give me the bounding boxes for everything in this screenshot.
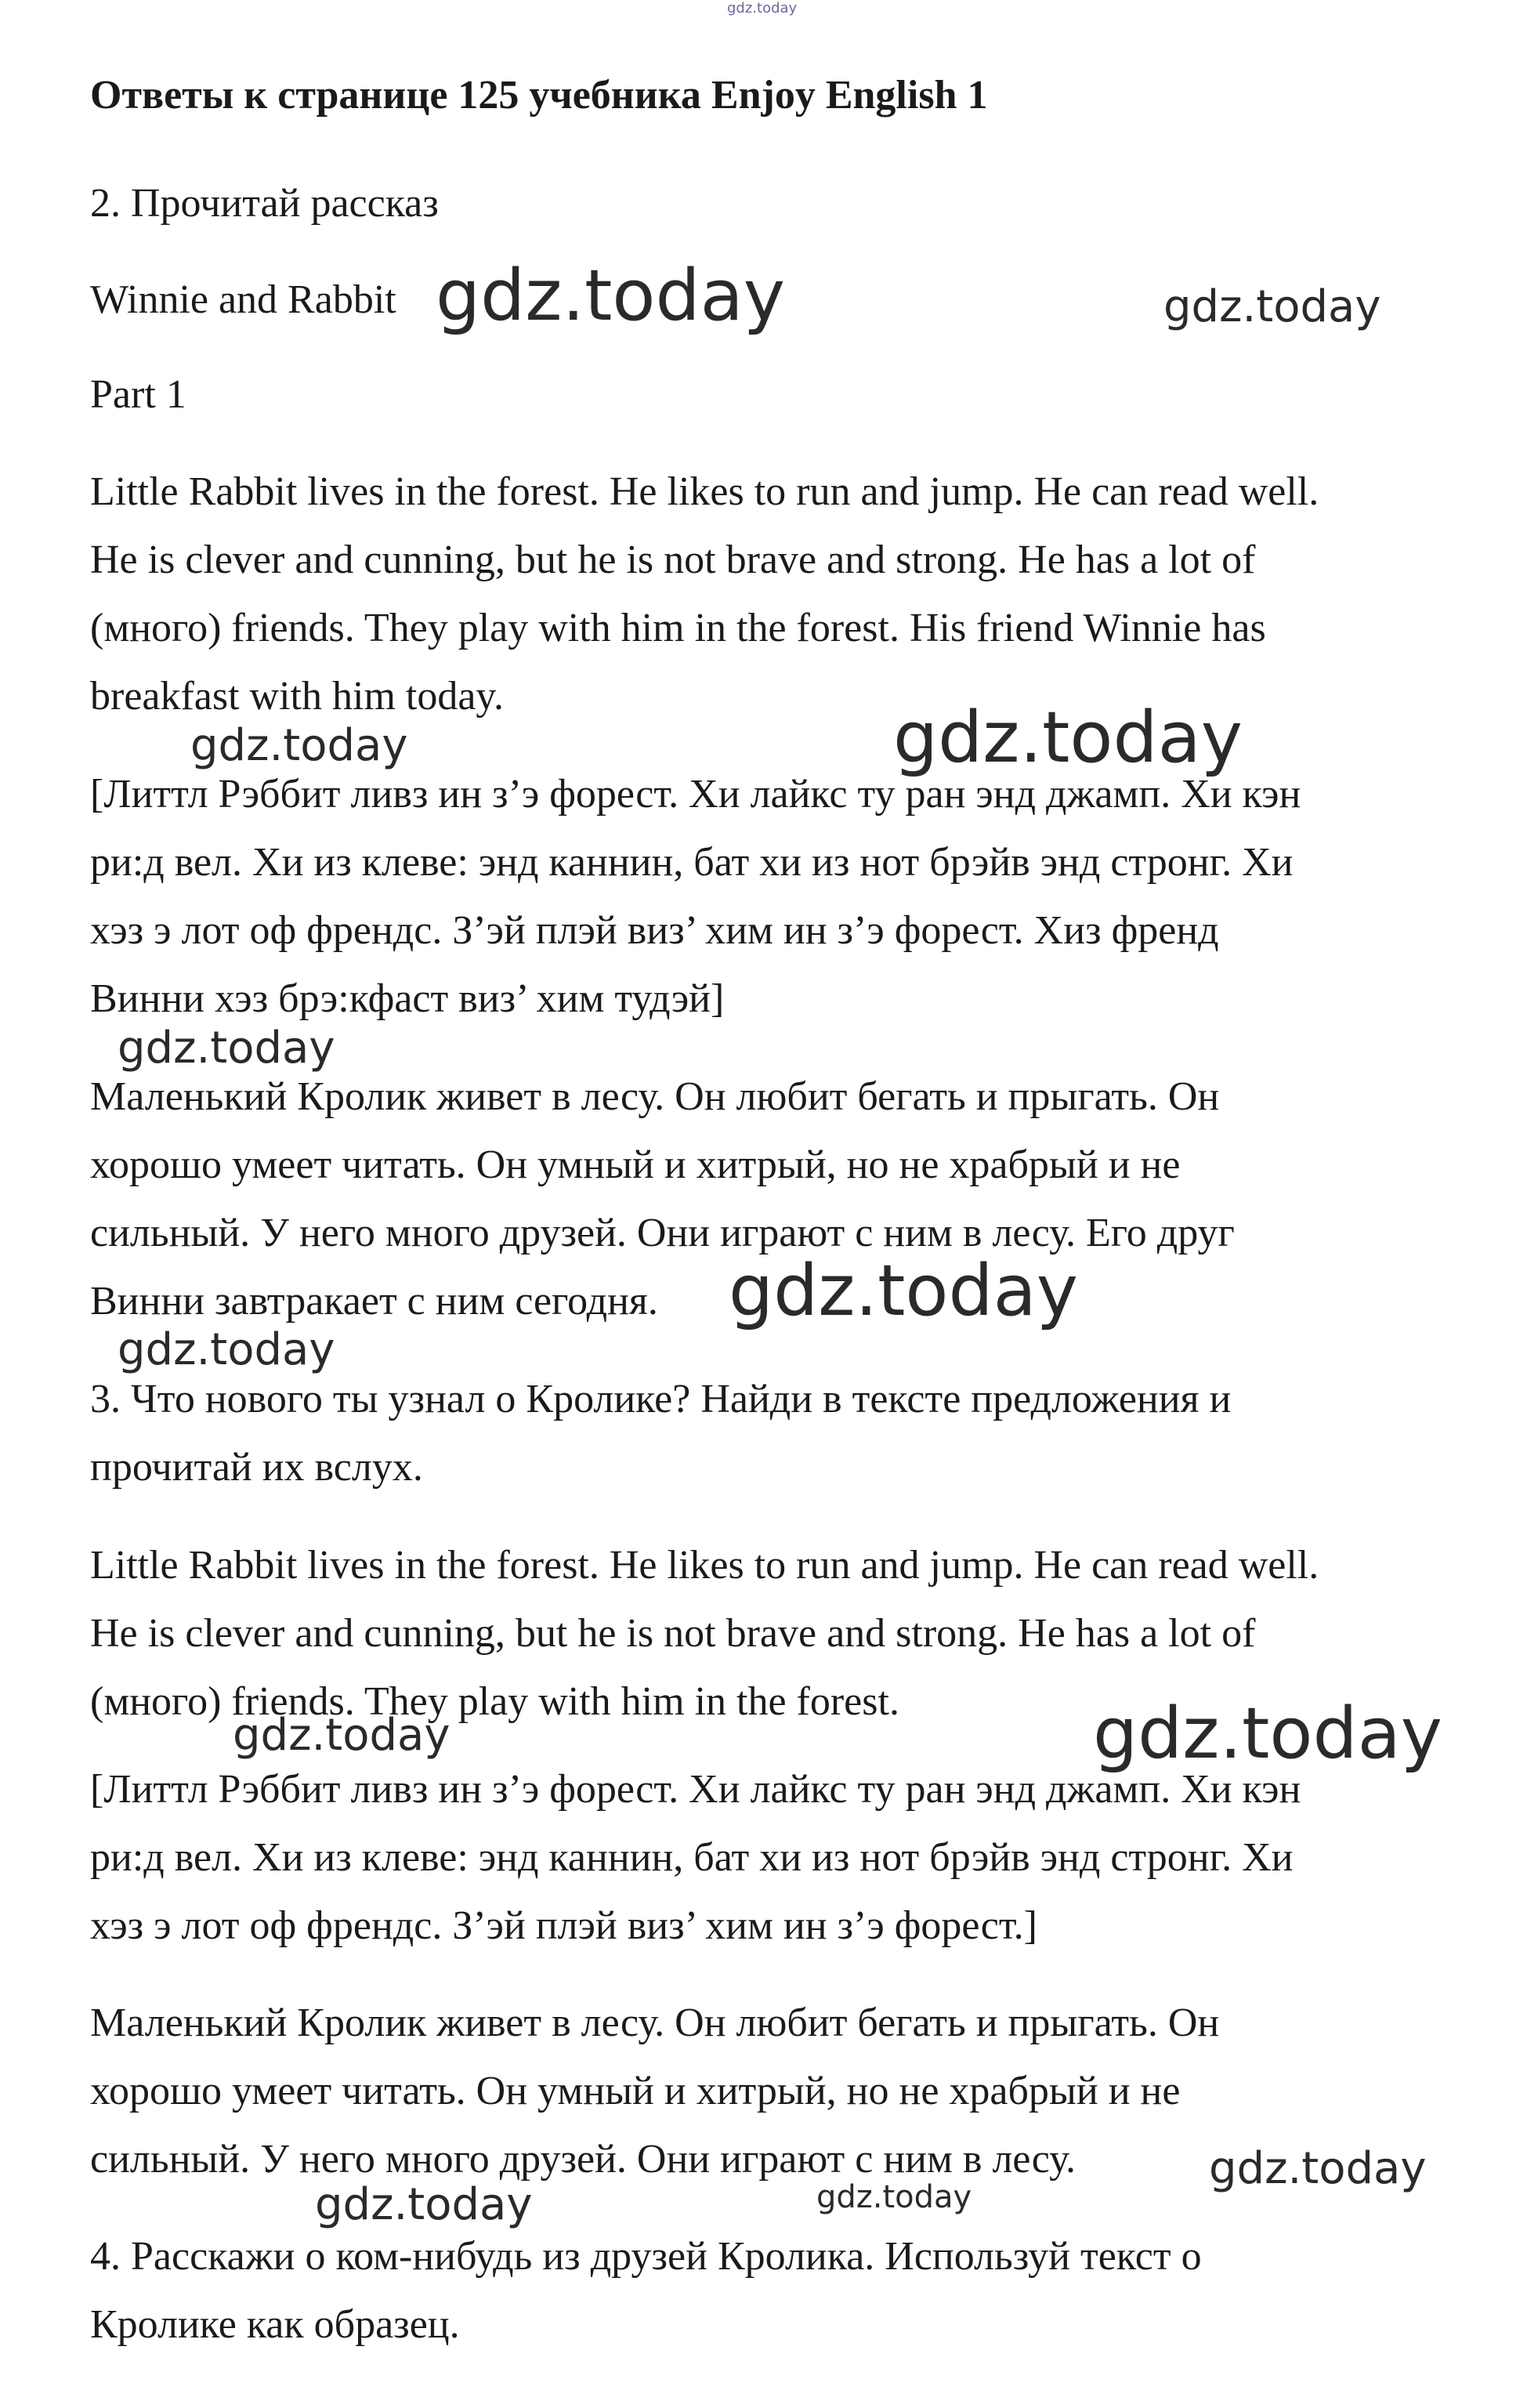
- watermark: gdz.today: [315, 2179, 533, 2230]
- task2-english-line: (много) friends. They play with him in the forest. His friend Winnie has: [90, 606, 1266, 650]
- task2-translation-line: Винни завтракает с ним сегодня.: [90, 1279, 658, 1323]
- task2-english-line: Little Rabbit lives in the forest. He likes to run and jump. He can read well.: [90, 469, 1319, 514]
- watermark: gdz.today: [729, 1250, 1079, 1332]
- watermark: gdz.today: [1093, 1693, 1443, 1775]
- task3-english-line: He is clever and cunning, but he is not brave and strong. He has a lot of: [90, 1611, 1256, 1656]
- watermark: gdz.today: [893, 697, 1243, 779]
- watermark: gdz.today: [1163, 281, 1381, 332]
- task2-transcription-line: Винни хэз брэ:кфаст виз’ хим тудэй]: [90, 976, 725, 1021]
- task3-english-line: Little Rabbit lives in the forest. He likes to run and jump. He can read well.: [90, 1543, 1319, 1588]
- task2-transcription-line: хэз э лот оф френдс. З’эй плэй виз’ хим ин з’э форест. Хиз френд: [90, 908, 1219, 953]
- task2-english-line: breakfast with him today.: [90, 674, 505, 719]
- page-title: Ответы к странице 125 учебника Enjoy English 1: [90, 73, 988, 118]
- story-title: Winnie and Rabbit: [90, 277, 396, 322]
- watermark: gdz.today: [816, 2179, 972, 2215]
- watermark: gdz.today: [190, 720, 408, 771]
- task4-heading-line: 4. Расскажи о ком-нибудь из друзей Кролика. Используй текст о: [90, 2234, 1202, 2279]
- task3-transcription-line: [Литтл Рэббит ливз ин з’э форест. Хи лайкс ту ран энд джамп. Хи кэн: [90, 1767, 1301, 1812]
- part-label: Part 1: [90, 372, 186, 417]
- watermark-top: gdz.today: [727, 0, 798, 16]
- task3-heading-line: прочитай их вслух.: [90, 1445, 423, 1490]
- task3-translation-line: сильный. У него много друзей. Они играют с ним в лесу.: [90, 2137, 1076, 2182]
- task3-transcription-line: ри:д вел. Хи из клеве: энд каннин, бат хи из нот брэйв энд стронг. Хи: [90, 1835, 1294, 1880]
- task3-translation-line: хорошо умеет читать. Он умный и хитрый, но не храбрый и не: [90, 2069, 1181, 2113]
- task2-translation-line: Маленький Кролик живет в лесу. Он любит бегать и прыгать. Он: [90, 1074, 1220, 1119]
- task2-heading: 2. Прочитай рассказ: [90, 181, 439, 226]
- task2-translation-line: хорошо умеет читать. Он умный и хитрый, но не храбрый и не: [90, 1142, 1181, 1187]
- task3-heading-line: 3. Что нового ты узнал о Кролике? Найди в тексте предложения и: [90, 1377, 1232, 1421]
- task3-translation-line: Маленький Кролик живет в лесу. Он любит бегать и прыгать. Он: [90, 2001, 1220, 2045]
- watermark: gdz.today: [118, 1023, 335, 1074]
- task3-english-line: (много) friends. They play with him in the forest.: [90, 1679, 899, 1724]
- task2-transcription-line: [Литтл Рэббит ливз ин з’э форест. Хи лайкс ту ран энд джамп. Хи кэн: [90, 772, 1301, 817]
- task2-transcription-line: ри:д вел. Хи из клеве: энд каннин, бат хи из нот брэйв энд стронг. Хи: [90, 840, 1294, 885]
- watermark: gdz.today: [233, 1710, 451, 1761]
- task2-english-line: He is clever and cunning, but he is not brave and strong. He has a lot of: [90, 538, 1256, 582]
- watermark: gdz.today: [118, 1324, 335, 1375]
- watermark: gdz.today: [436, 255, 786, 337]
- watermark: gdz.today: [1209, 2143, 1427, 2194]
- task3-transcription-line: хэз э лот оф френдс. З’эй плэй виз’ хим ин з’э форест.]: [90, 1903, 1037, 1948]
- task4-heading-line: Кролике как образец.: [90, 2302, 460, 2347]
- task2-translation-line: сильный. У него много друзей. Они играют с ним в лесу. Его друг: [90, 1211, 1235, 1255]
